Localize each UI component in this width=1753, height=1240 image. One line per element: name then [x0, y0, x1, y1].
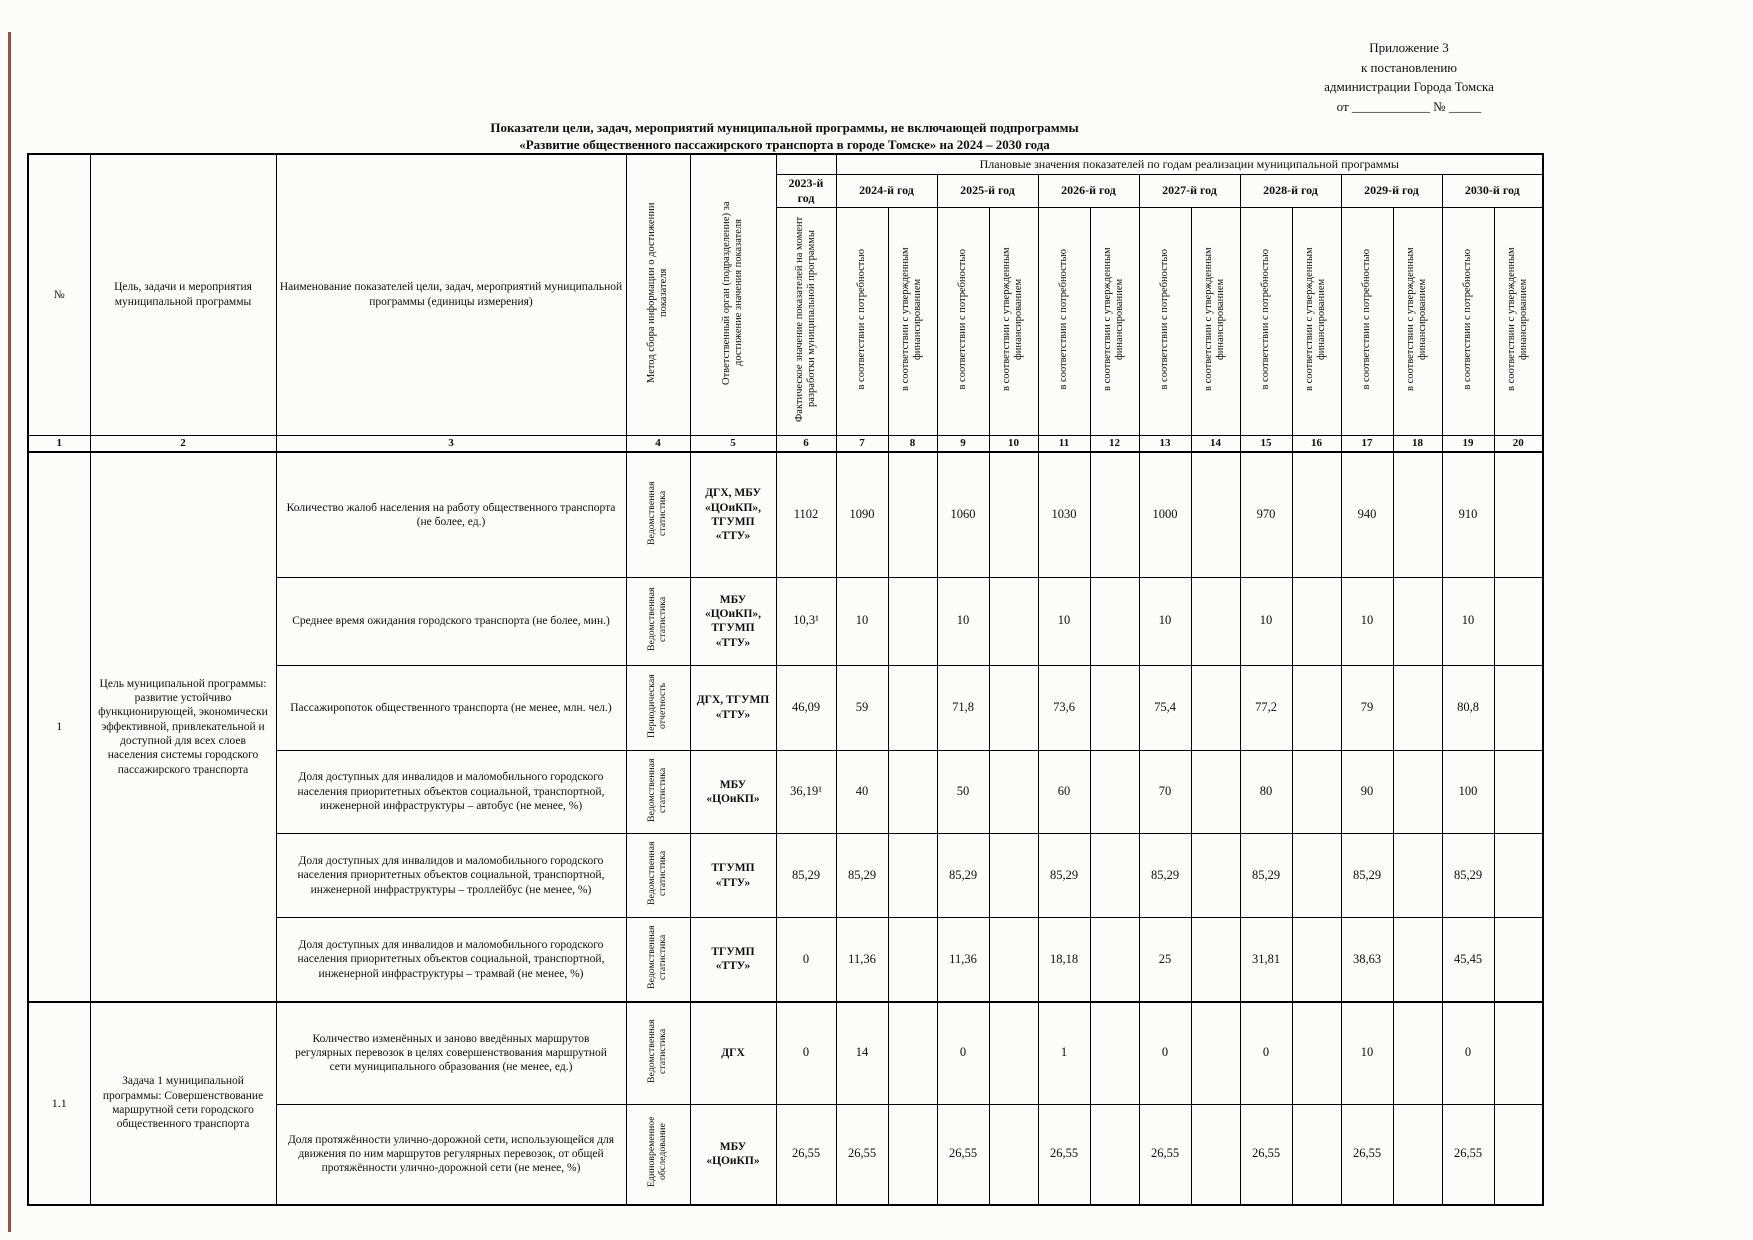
plan-value: [1393, 918, 1442, 1002]
plan-value: [1393, 1105, 1442, 1205]
fin-label: в соответствии с утвержденным финансированием: [1102, 246, 1126, 391]
fact-value: 46,09: [776, 665, 836, 750]
column-number: 6: [776, 435, 836, 452]
plan-value: 1: [1038, 1002, 1090, 1105]
col-header-num: №: [28, 154, 90, 435]
plan-value: [1292, 834, 1341, 918]
plan-value: [1292, 918, 1341, 1002]
fact-value: 26,55: [776, 1105, 836, 1205]
goal-cell: Задача 1 муниципальной программы: Совершенствование маршрутной сети городского общественного транспорта: [90, 1002, 276, 1205]
column-number: 4: [626, 435, 690, 452]
plan-value: [888, 834, 937, 918]
plan-value: 85,29: [1442, 834, 1494, 918]
plan-value: [1393, 834, 1442, 918]
plan-value: [1494, 918, 1543, 1002]
year-header-2028: 2028-й год: [1240, 174, 1341, 207]
org-cell: ТГУМП «ТТУ»: [690, 918, 776, 1002]
method-label: Ведомственная статистика: [646, 481, 668, 545]
plan-value: [1090, 834, 1139, 918]
plan-value: [888, 577, 937, 665]
plan-value: 970: [1240, 452, 1292, 577]
plan-value: [1090, 1105, 1139, 1205]
plan-value: 85,29: [937, 834, 989, 918]
plan-value: [1191, 1105, 1240, 1205]
need-label: в соответствии с потребностью: [1360, 248, 1372, 390]
plan-value: [1494, 750, 1543, 833]
method-cell: [626, 665, 690, 750]
plan-value: [1090, 918, 1139, 1002]
subheader-fin-2028: [1292, 207, 1341, 435]
col-header-2023-spacer: [776, 154, 836, 174]
plan-value: [1494, 834, 1543, 918]
col-header-indicator: Наименование показателей цели, задач, мероприятий муниципальной программы (единицы измерения): [276, 154, 626, 435]
plan-value: [888, 1105, 937, 1205]
subheader-need-2024: [836, 207, 888, 435]
indicator-cell: Доля доступных для инвалидов и маломобильного городского населения приоритетных объектов социальной, транспортной, инженерной инфраструктуры – троллейбус (не менее, %): [276, 834, 626, 918]
fact-value: 0: [776, 1002, 836, 1105]
method-label: Ведомственная статистика: [646, 1019, 668, 1083]
method-cell: [626, 834, 690, 918]
planned-values-header: Плановые значения показателей по годам реализации муниципальной программы: [836, 154, 1543, 174]
appendix-number: Приложение 3: [1369, 40, 1449, 55]
fact-value: 85,29: [776, 834, 836, 918]
method-cell: [626, 750, 690, 833]
column-number: 20: [1494, 435, 1543, 452]
indicator-cell: Доля протяжённости улично-дорожной сети, использующейся для движения по ним маршрутов регулярных перевозок, от общей протяжённости улично-дорожной сети (не менее, %): [276, 1105, 626, 1205]
plan-value: 10: [1341, 1002, 1393, 1105]
org-cell: ДГХ, ТГУМП «ТТУ»: [690, 665, 776, 750]
subheader-need-2030: [1442, 207, 1494, 435]
plan-value: 10: [1240, 577, 1292, 665]
year-header-2024: 2024-й год: [836, 174, 937, 207]
appendix-to-resolution: к постановлению: [1360, 59, 1458, 75]
method-label: Ведомственная статистика: [646, 841, 668, 906]
column-number: 18: [1393, 435, 1442, 452]
plan-value: [989, 834, 1038, 918]
need-label: в соответствии с потребностью: [1057, 248, 1069, 390]
document-title-line2: «Развитие общественного пассажирского транспорта в городе Томске» на 2024 – 2030 года: [519, 136, 1050, 152]
plan-value: 85,29: [1341, 834, 1393, 918]
plan-value: 26,55: [1139, 1105, 1191, 1205]
scan-artifact-line: [8, 32, 11, 1232]
column-number: 14: [1191, 435, 1240, 452]
plan-value: [888, 452, 937, 577]
column-number: 15: [1240, 435, 1292, 452]
plan-value: 45,45: [1442, 918, 1494, 1002]
table-body: [28, 452, 1543, 1204]
plan-value: 11,36: [836, 918, 888, 1002]
org-cell: МБУ «ЦОиКП»: [690, 750, 776, 833]
plan-value: [1494, 577, 1543, 665]
org-cell: ДГХ, МБУ «ЦОиКП», ТГУМП «ТТУ»: [690, 452, 776, 577]
plan-value: [1191, 1002, 1240, 1105]
plan-value: 1000: [1139, 452, 1191, 577]
year-header-2026: 2026-й год: [1038, 174, 1139, 207]
document-title: [27, 120, 1542, 154]
column-number: 5: [690, 435, 776, 452]
method-cell: [626, 1002, 690, 1105]
appendix-date-number: от ____________ № _____: [1336, 98, 1482, 114]
goal-cell: Цель муниципальной программы: развитие устойчиво функционирующей, экономически эффективной, привлекательной и доступной для всех слоев населения системы городского пассажирского транспорта: [90, 452, 276, 1001]
year-header-2030: 2030-й год: [1442, 174, 1543, 207]
plan-value: 0: [937, 1002, 989, 1105]
plan-value: [1090, 665, 1139, 750]
year-header-2025: 2025-й год: [937, 174, 1038, 207]
plan-value: [1393, 750, 1442, 833]
plan-value: 10: [1442, 577, 1494, 665]
need-label: в соответствии с потребностью: [1158, 248, 1170, 390]
subheader-need-2025: [937, 207, 989, 435]
plan-value: 26,55: [1038, 1105, 1090, 1205]
plan-value: 85,29: [1139, 834, 1191, 918]
plan-value: [989, 1002, 1038, 1105]
plan-value: [1191, 577, 1240, 665]
need-label: в соответствии с потребностью: [1461, 248, 1473, 390]
subheader-fin-2030: [1494, 207, 1543, 435]
fin-label: в соответствии с утвержденным финансированием: [1506, 246, 1530, 391]
plan-value: 0: [1442, 1002, 1494, 1105]
plan-value: 80: [1240, 750, 1292, 833]
plan-value: 26,55: [1240, 1105, 1292, 1205]
column-number: 2: [90, 435, 276, 452]
plan-value: 31,81: [1240, 918, 1292, 1002]
plan-value: 14: [836, 1002, 888, 1105]
plan-value: [1292, 577, 1341, 665]
plan-value: [1494, 1105, 1543, 1205]
plan-value: [888, 665, 937, 750]
plan-value: [1090, 577, 1139, 665]
column-number: 7: [836, 435, 888, 452]
year-header-2023: 2023-й год: [776, 174, 836, 207]
method-cell: [626, 1105, 690, 1205]
fact-value: 1102: [776, 452, 836, 577]
appendix-administration: администрации Города Томска: [1324, 79, 1494, 94]
org-cell: ДГХ: [690, 1002, 776, 1105]
row-number: 1.1: [28, 1002, 90, 1205]
indicator-cell: Среднее время ожидания городского транспорта (не более, мин.): [276, 577, 626, 665]
plan-value: 0: [1139, 1002, 1191, 1105]
plan-value: [989, 577, 1038, 665]
method-label: Единовременное обследование: [646, 1116, 668, 1188]
plan-value: 10: [937, 577, 989, 665]
indicators-table: [27, 153, 1544, 1206]
plan-value: [1292, 1105, 1341, 1205]
org-cell: ТГУМП «ТТУ»: [690, 834, 776, 918]
subheader-need-2026: [1038, 207, 1090, 435]
column-number: 17: [1341, 435, 1393, 452]
plan-value: 1060: [937, 452, 989, 577]
plan-value: [1393, 1002, 1442, 1105]
plan-value: [1393, 452, 1442, 577]
plan-value: 0: [1240, 1002, 1292, 1105]
plan-value: 79: [1341, 665, 1393, 750]
column-number: 9: [937, 435, 989, 452]
indicator-cell: Доля доступных для инвалидов и маломобильного городского населения приоритетных объектов социальной, транспортной, инженерной инфраструктуры – автобус (не менее, %): [276, 750, 626, 833]
plan-value: [888, 1002, 937, 1105]
year-header-2027: 2027-й год: [1139, 174, 1240, 207]
plan-value: 11,36: [937, 918, 989, 1002]
plan-value: 85,29: [836, 834, 888, 918]
method-cell: [626, 918, 690, 1002]
indicator-cell: Доля доступных для инвалидов и маломобильного городского населения приоритетных объектов социальной, транспортной, инженерной инфраструктуры – трамвай (не менее, %): [276, 918, 626, 1002]
method-cell: [626, 452, 690, 577]
org-cell: МБУ «ЦОиКП»: [690, 1105, 776, 1205]
plan-value: [1090, 452, 1139, 577]
subheader-fin-2027: [1191, 207, 1240, 435]
plan-value: [1292, 665, 1341, 750]
plan-value: [1292, 452, 1341, 577]
fin-label: в соответствии с утвержденным финансированием: [1203, 246, 1227, 391]
plan-value: [1191, 452, 1240, 577]
method-label: Ведомственная статистика: [646, 587, 668, 651]
plan-value: 940: [1341, 452, 1393, 577]
table-row: [28, 1002, 1543, 1105]
method-label: Ведомственная статистика: [646, 925, 668, 989]
plan-value: 40: [836, 750, 888, 833]
plan-value: 26,55: [937, 1105, 989, 1205]
plan-value: 1090: [836, 452, 888, 577]
col-header-fact-label: Фактическое значение показателей на момент разработки муниципальной программы: [793, 216, 817, 422]
plan-value: 71,8: [937, 665, 989, 750]
fin-label: в соответствии с утвержденным финансированием: [900, 246, 924, 391]
fin-label: в соответствии с утвержденным финансированием: [1405, 246, 1429, 391]
plan-value: [1292, 750, 1341, 833]
plan-value: 26,55: [836, 1105, 888, 1205]
plan-value: [1191, 918, 1240, 1002]
plan-value: [1494, 452, 1543, 577]
subheader-need-2029: [1341, 207, 1393, 435]
need-label: в соответствии с потребностью: [1259, 248, 1271, 390]
plan-value: 10: [836, 577, 888, 665]
col-header-method: [626, 154, 690, 435]
header-row-top: [28, 154, 1543, 174]
col-header-method-label: Метод сбора информации о достижении показателя: [645, 202, 669, 383]
subheader-fin-2029: [1393, 207, 1442, 435]
plan-value: 1030: [1038, 452, 1090, 577]
fact-value: 0: [776, 918, 836, 1002]
plan-value: 59: [836, 665, 888, 750]
plan-value: 10: [1139, 577, 1191, 665]
plan-value: 75,4: [1139, 665, 1191, 750]
document-title-line1: Показатели цели, задач, мероприятий муниципальной программы, не включающей подпрограммы: [490, 120, 1079, 135]
plan-value: [888, 750, 937, 833]
numbering-row: [28, 435, 1543, 452]
need-label: в соответствии с потребностью: [855, 248, 867, 390]
method-label: Периодическая отчетность: [646, 673, 668, 738]
plan-value: [989, 1105, 1038, 1205]
column-number: 16: [1292, 435, 1341, 452]
plan-value: 100: [1442, 750, 1494, 833]
year-header-2029: 2029-й год: [1341, 174, 1442, 207]
column-number: 10: [989, 435, 1038, 452]
plan-value: 80,8: [1442, 665, 1494, 750]
plan-value: [1191, 665, 1240, 750]
table-row: [28, 452, 1543, 577]
plan-value: 910: [1442, 452, 1494, 577]
plan-value: [1191, 834, 1240, 918]
plan-value: 85,29: [1038, 834, 1090, 918]
plan-value: 50: [937, 750, 989, 833]
column-number: 13: [1139, 435, 1191, 452]
column-number: 8: [888, 435, 937, 452]
plan-value: 26,55: [1442, 1105, 1494, 1205]
row-number: 1: [28, 452, 90, 1001]
plan-value: [1494, 665, 1543, 750]
org-cell: МБУ «ЦОиКП», ТГУМП «ТТУ»: [690, 577, 776, 665]
subheader-need-2027: [1139, 207, 1191, 435]
column-number: 12: [1090, 435, 1139, 452]
plan-value: [1393, 577, 1442, 665]
plan-value: [989, 452, 1038, 577]
plan-value: 26,55: [1341, 1105, 1393, 1205]
plan-value: 73,6: [1038, 665, 1090, 750]
plan-value: 10: [1038, 577, 1090, 665]
appendix-annotation: [1276, 38, 1542, 116]
plan-value: 25: [1139, 918, 1191, 1002]
plan-value: [1090, 1002, 1139, 1105]
plan-value: [989, 750, 1038, 833]
table-header: [28, 154, 1543, 452]
plan-value: [888, 918, 937, 1002]
subheader-fin-2025: [989, 207, 1038, 435]
need-label: в соответствии с потребностью: [956, 248, 968, 390]
plan-value: [1191, 750, 1240, 833]
subheader-need-2028: [1240, 207, 1292, 435]
method-label: Ведомственная статистика: [646, 757, 668, 822]
plan-value: 77,2: [1240, 665, 1292, 750]
subheader-fin-2024: [888, 207, 937, 435]
plan-value: 38,63: [1341, 918, 1393, 1002]
plan-value: [989, 918, 1038, 1002]
col-header-goal: Цель, задачи и мероприятия муниципальной программы: [90, 154, 276, 435]
fact-value: 36,19¹: [776, 750, 836, 833]
indicator-cell: Пассажиропоток общественного транспорта (не менее, млн. чел.): [276, 665, 626, 750]
fin-label: в соответствии с утвержденным финансированием: [1304, 246, 1328, 391]
plan-value: 60: [1038, 750, 1090, 833]
col-header-org-label: Ответственный орган (подразделение) за достижение значения показателя: [720, 200, 744, 385]
method-cell: [626, 577, 690, 665]
plan-value: [1090, 750, 1139, 833]
column-number: 1: [28, 435, 90, 452]
plan-value: [1292, 1002, 1341, 1105]
plan-value: 85,29: [1240, 834, 1292, 918]
plan-value: 10: [1341, 577, 1393, 665]
col-header-org: [690, 154, 776, 435]
plan-value: 18,18: [1038, 918, 1090, 1002]
plan-value: 90: [1341, 750, 1393, 833]
column-number: 19: [1442, 435, 1494, 452]
plan-value: 70: [1139, 750, 1191, 833]
col-header-fact: [776, 207, 836, 435]
plan-value: [989, 665, 1038, 750]
indicator-cell: Количество жалоб населения на работу общественного транспорта (не более, ед.): [276, 452, 626, 577]
subheader-fin-2026: [1090, 207, 1139, 435]
fact-value: 10,3¹: [776, 577, 836, 665]
column-number: 3: [276, 435, 626, 452]
column-number: 11: [1038, 435, 1090, 452]
indicator-cell: Количество изменённых и заново введённых маршрутов регулярных перевозок в целях совершенствования маршрутной сети муниципального образования (не менее, ед.): [276, 1002, 626, 1105]
plan-value: [1494, 1002, 1543, 1105]
plan-value: [1393, 665, 1442, 750]
fin-label: в соответствии с утвержденным финансированием: [1001, 246, 1025, 391]
